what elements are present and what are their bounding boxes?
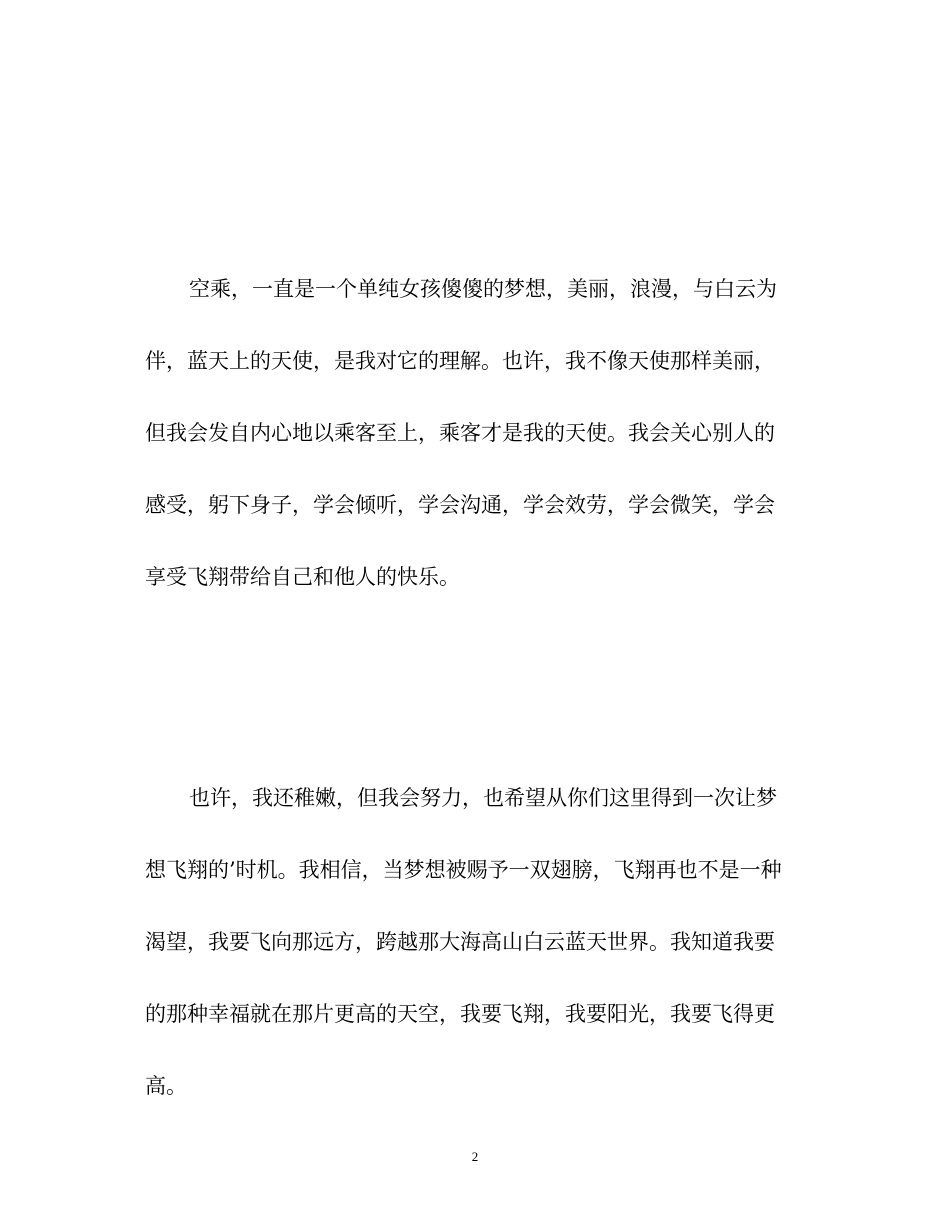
paragraph-2-line-3: 渴望，我要飞向那远方，跨越那大海高山白云蓝天世界。我知道我要 — [145, 930, 775, 954]
page-number: 2 — [471, 1149, 479, 1164]
paragraph-1-line-3: 但我会发自内心地以乘客至上，乘客才是我的天使。我会关心别人的 — [145, 421, 775, 445]
paragraph-2-line-4: 的那种幸福就在那片更高的天空，我要飞翔，我要阳光，我要飞得更 — [145, 1002, 775, 1026]
paragraph-2-line-2: 想飞翔的’时机。我相信，当梦想被赐予一双翅膀，飞翔再也不是一种 — [145, 858, 782, 882]
paragraph-2-line-5: 高。 — [145, 1074, 187, 1098]
paragraph-1-line-1: 空乘，一直是一个单纯女孩傻傻的梦想，美丽，浪漫，与白云为 — [189, 277, 777, 301]
paragraph-2-line-1: 也许，我还稚嫩，但我会努力，也希望从你们这里得到一次让梦 — [189, 786, 777, 810]
paragraph-1-line-5: 享受飞翔带给自己和他人的快乐。 — [145, 565, 460, 589]
paragraph-1-line-4: 感受，躬下身子，学会倾听，学会沟通，学会效劳，学会微笑，学会 — [145, 493, 775, 517]
paragraph-1-line-2: 伴，蓝天上的天使，是我对它的理解。也许，我不像天使那样美丽， — [145, 349, 775, 373]
